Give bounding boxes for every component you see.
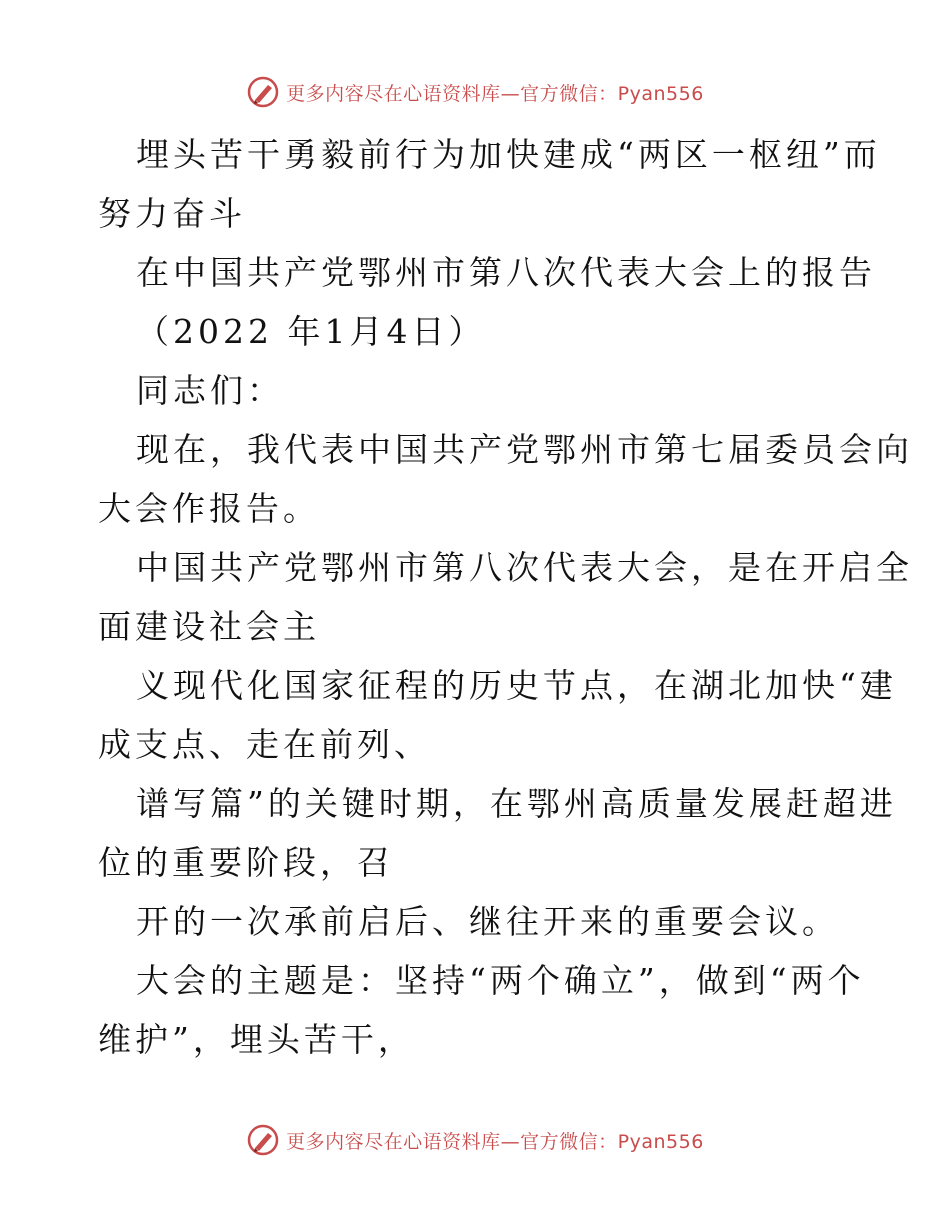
pen-circle-logo-icon xyxy=(246,1123,280,1157)
salutation-line: 同志们： xyxy=(136,371,284,410)
paragraph-line: 大会的主题是：坚持“两个确立”，做到“两个 xyxy=(136,961,865,1000)
paragraph-line: 维护”，埋头苦干， xyxy=(98,1020,415,1059)
date-line: （2022 年1月4日） xyxy=(136,312,486,351)
paragraph-line: 成支点、走在前列、 xyxy=(98,725,431,764)
paragraph-line: 开的一次承前启后、继往开来的重要会议。 xyxy=(136,902,839,941)
paragraph-line: 现在，我代表中国共产党鄂州市第七届委员会向 xyxy=(136,430,913,469)
header-watermark-banner xyxy=(0,72,950,112)
title-line-2: 努力奋斗 xyxy=(98,194,246,233)
paragraph-line: 中国共产党鄂州市第八次代表大会，是在开启全 xyxy=(136,548,913,587)
footer-watermark-banner xyxy=(0,1120,950,1160)
watermark-text: 更多内容尽在心语资料库—官方微信：Pyan556 xyxy=(286,1130,704,1153)
subtitle-line: 在中国共产党鄂州市第八次代表大会上的报告 xyxy=(136,253,876,292)
paragraph-line: 谱写篇”的关键时期，在鄂州高质量发展赶超进 xyxy=(136,784,897,823)
paragraph-line: 大会作报告。 xyxy=(98,489,320,528)
paragraph-line: 位的重要阶段，召 xyxy=(98,843,394,882)
watermark-text: 更多内容尽在心语资料库—官方微信：Pyan556 xyxy=(286,82,704,105)
title-line-1: 埋头苦干勇毅前行为加快建成“两区一枢纽”而 xyxy=(136,135,881,174)
paragraph-line: 义现代化国家征程的历史节点，在湖北加快“建 xyxy=(136,666,897,705)
document-body xyxy=(98,125,913,1069)
paragraph-line: 面建设社会主 xyxy=(98,607,320,646)
pen-circle-logo-icon xyxy=(246,75,280,109)
